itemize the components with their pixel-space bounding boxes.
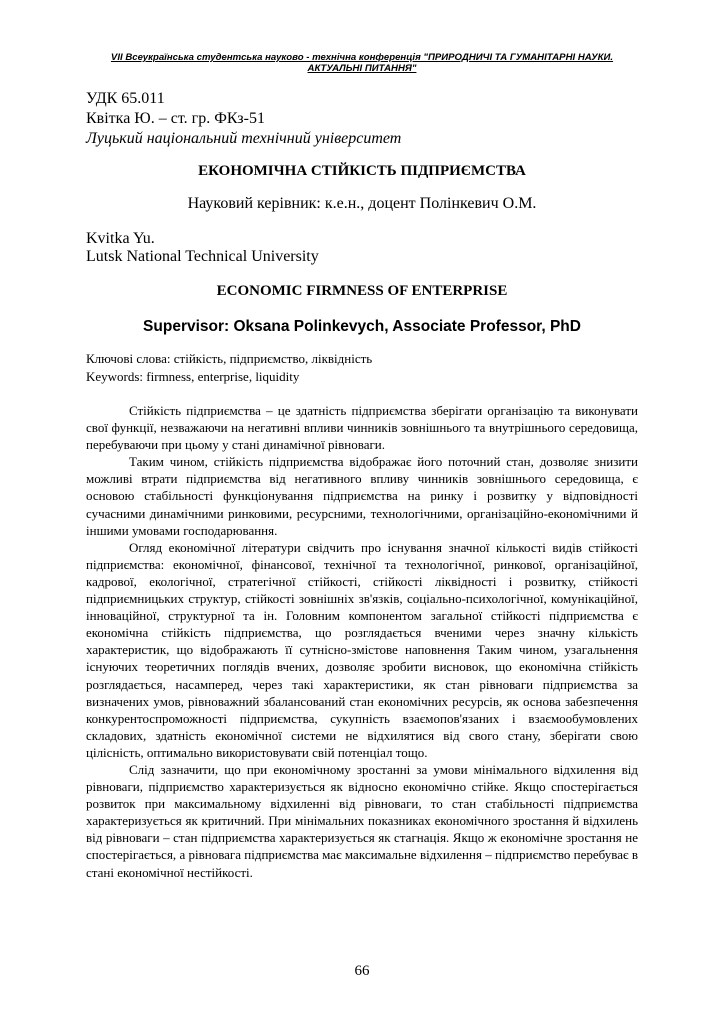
supervisor-en: Supervisor: Oksana Polinkevych, Associate Professor, PhD — [143, 318, 581, 335]
author-en: Kvitka Yu. — [86, 230, 155, 247]
conference-header-line1: VII Всеукраїнська студентська науково - технічна конференція "ПРИРОДНИЧІ ТА ГУМАНІТАРНІ НАУКИ. — [110, 52, 614, 63]
keywords-uk: Ключові слова: стійкість, підприємство, ліквідність — [86, 351, 373, 366]
paragraph: Огляд економічної літератури свідчить про існування значної кількості видів стійкості підприємства: економічної, фінансової, технічної та технологічної, ринкової, організаційної, кадрової, екологічної, стратегічної стійкості, стійкості ліквідності і розвитку, стійкості підприємницьких структур, стійкості зовнішніх зв'язків, соціально-психологічної, комунікаційної, інноваційної, структурної та ін. Головним компонентом загальної стійкості підприємства є економічна стійкість підприємства, що розглядається вченими через значну кількість характеристик, що відображають її сутнісно-змістове наповнення Таким чином, узагальнення існуючих теоретичних поглядів вчених, дозволяє зробити висновок, що економічна стійкість розглядається, насамперед, через такі характеристики, як стан рівноваги підприємства за визначених умов, рівноважний збалансований стан економічних ресурсів, як основа забезпечення конкурентоспроможності підприємства, сукупність взаємопов'язаних і взаємообумовлених складових, здатність економічної системи не відхилятися від свого стану, зберігати свою цілісність, оптимально використовувати свій потенціал тощо. — [86, 539, 638, 760]
author-uk: Квітка Ю. – ст. гр. ФКз-51 — [86, 110, 265, 127]
conference-header-line2: АКТУАЛЬНІ ПИТАННЯ" — [307, 63, 417, 74]
paragraph: Слід зазначити, що при економічному зростанні за умови мінімального відхилення від рівноваги, підприємство характеризується як відносно економічно стійке. Якщо спостерігається розвиток при максимальному відхиленні від рівноваги, то стан стабільності підприємства характеризується як критичний. При мінімальних показниках економічного зростання й відхилень від рівноваги – стан підприємства характеризується як стагнація. Якщо ж економічне зростання не спостерігається, а рівновага підприємства має максимальне відхилення – підприємство перебуває в стані економічної нестійкості. — [86, 761, 638, 880]
university-en: Lutsk National Technical University — [86, 248, 319, 265]
page-number: 66 — [354, 963, 370, 979]
title-en: ECONOMIC FIRMNESS OF ENTERPRISE — [216, 283, 508, 299]
body-text — [86, 402, 638, 881]
supervisor-uk: Науковий керівник: к.е.н., доцент Полінкевич О.М. — [187, 195, 537, 212]
paragraph: Стійкість підприємства – це здатність підприємства зберігати організацію та виконувати свої функції, незважаючи на негативні впливи чинників зовнішнього та внутрішнього середовища, перебуваючи при цьому у стані динамічної рівноваги. — [86, 403, 638, 453]
keywords-en: Keywords: firmness, enterprise, liquidity — [86, 369, 300, 384]
conference-header — [60, 52, 664, 74]
title-uk: ЕКОНОМІЧНА СТІЙКІСТЬ ПІДПРИЄМСТВА — [198, 163, 526, 179]
university-uk: Луцький національний технічний університет — [86, 130, 402, 147]
paragraph: Таким чином, стійкість підприємства відображає його поточний стан, дозволяє знизити можливі втрати підприємства від негативного впливу чинників зовнішнього середовища, є основою стабільності функціонування підприємства на ринку і розвитку у відповідності сучасними динамічними ринковими, ресурсними, технологічними, організаційно-економічними й іншими умовами господарювання. — [86, 454, 638, 538]
udk-code: УДК 65.011 — [86, 90, 165, 107]
